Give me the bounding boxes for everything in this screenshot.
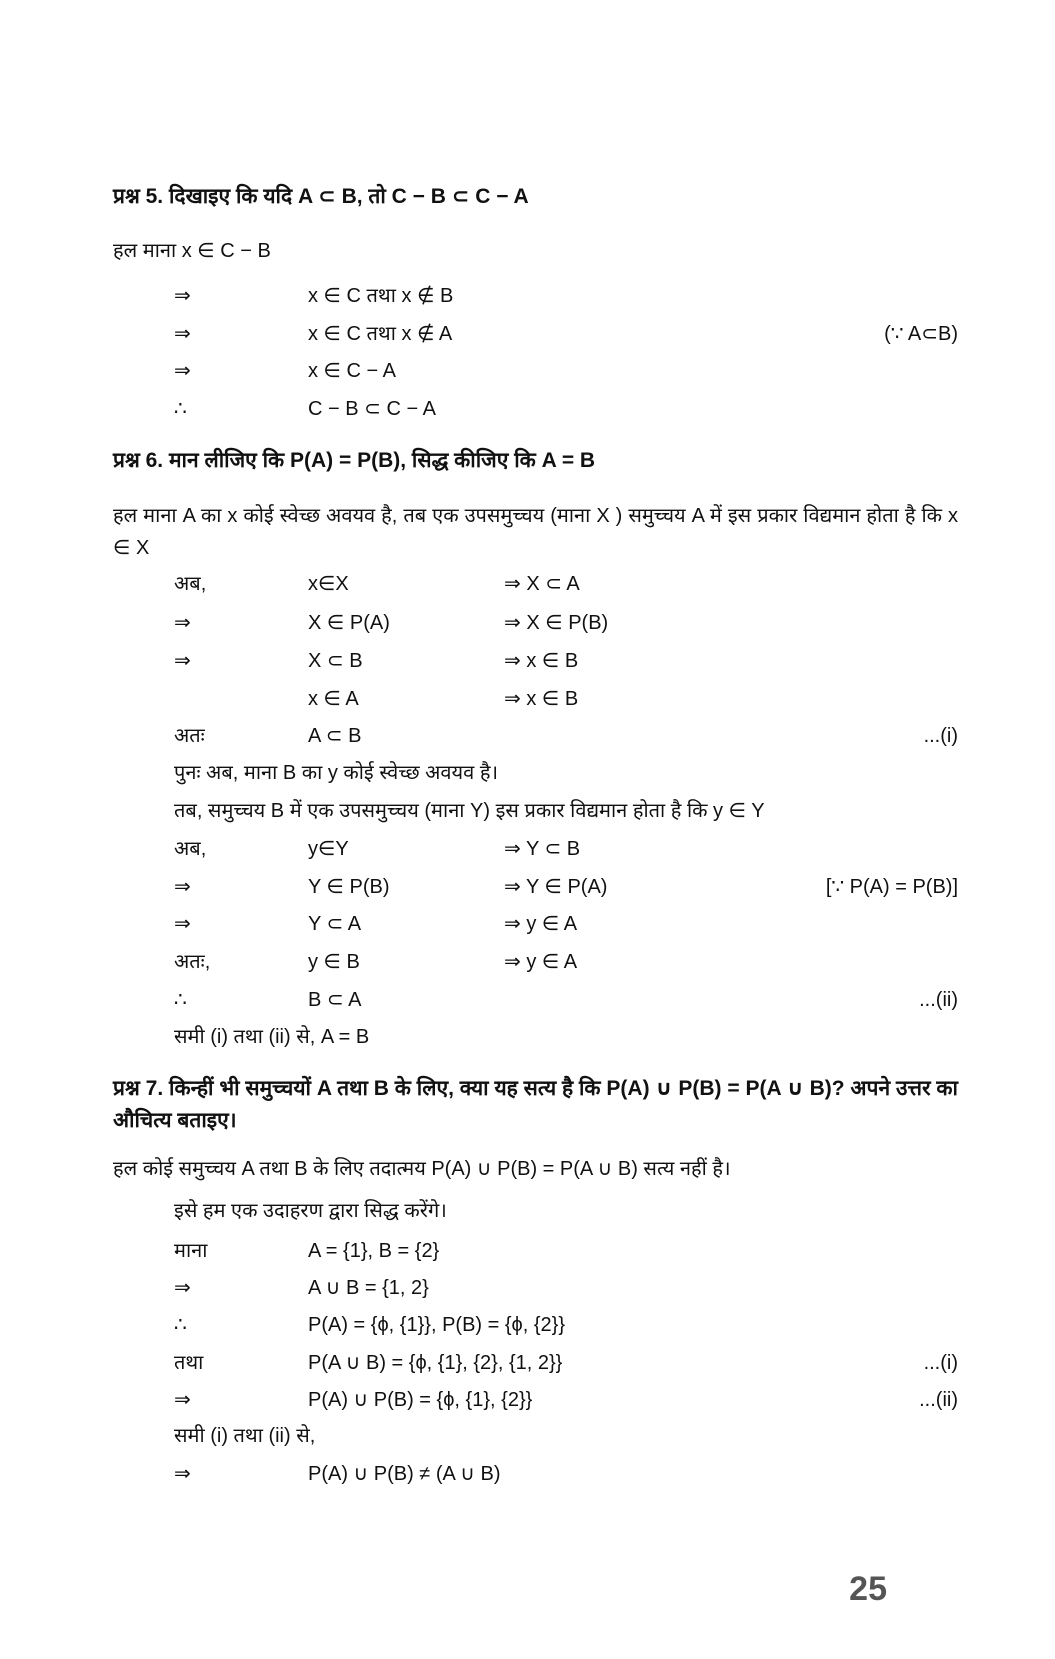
step-symbol: ⇒: [174, 612, 191, 634]
step-expression: C − B ⊂ C − A: [308, 398, 436, 420]
step-expression: P(A) ∪ P(B) ≠ (A ∪ B): [308, 1463, 501, 1485]
step-symbol: अतः,: [174, 951, 211, 973]
step-implication: ⇒ Y ⊂ B: [504, 838, 581, 860]
text-line: [0, 796, 1055, 826]
derivation-step: [0, 1385, 1055, 1415]
derivation-step: [0, 569, 1055, 599]
step-symbol: ⇒: [174, 323, 191, 345]
step-implication: ⇒ X ∈ P(B): [504, 612, 609, 634]
step-expression: A = {1}, B = {2}: [308, 1240, 440, 1262]
text-line: [0, 446, 1055, 476]
question-6-title: प्रश्न 6. मान लीजिए कि P(A) = P(B), सिद्ध कीजिए कि A = B: [113, 449, 596, 472]
step-note: ...(i): [923, 725, 958, 747]
derivation-step: [0, 834, 1055, 864]
step-note: ...(i): [923, 1352, 958, 1374]
step-symbol: ∴: [174, 1314, 187, 1336]
step-implication: ⇒ x ∈ B: [504, 688, 579, 710]
step-symbol: अब,: [174, 573, 207, 595]
solution-heading: हल कोई समुच्चय A तथा B के लिए तदात्मय P(A) ∪ P(B) = P(A ∪ B) सत्य नहीं है।: [113, 1158, 731, 1180]
step-expression: P(A) = {ϕ, {1}}, P(B) = {ϕ, {2}}: [308, 1314, 566, 1336]
conclusion-text: समी (i) तथा (ii) से, A = B: [174, 1026, 370, 1048]
derivation-step: [0, 1273, 1055, 1303]
step-implication: ⇒ y ∈ A: [504, 913, 578, 935]
step-expression: x ∈ C − A: [308, 360, 397, 382]
derivation-step: [0, 394, 1055, 424]
derivation-step: [0, 281, 1055, 311]
step-symbol: ⇒: [174, 913, 191, 935]
step-expression: x ∈ A: [308, 688, 359, 710]
derivation-step: [0, 909, 1055, 939]
step-symbol: तथा: [174, 1352, 204, 1374]
text-line: [0, 1154, 1055, 1184]
step-expression: X ⊂ B: [308, 650, 363, 672]
step-expression: x∈X: [308, 573, 349, 595]
derivation-step: [0, 1459, 1055, 1489]
text-line: [0, 1421, 1055, 1451]
derivation-step: [0, 1348, 1055, 1378]
text-line: [0, 758, 1055, 788]
step-note: ...(ii): [919, 989, 958, 1011]
step-implication: ⇒ Y ∈ P(A): [504, 876, 608, 898]
page-number: 25: [849, 1570, 887, 1608]
step-expression: P(A ∪ B) = {ϕ, {1}, {2}, {1, 2}}: [308, 1352, 563, 1374]
step-symbol: माना: [174, 1240, 208, 1262]
derivation-step: [0, 872, 1055, 902]
body-text: पुनः अब, माना B का y कोई स्वेच्छ अवयव है।: [174, 762, 499, 784]
step-expression: X ∈ P(A): [308, 612, 390, 634]
derivation-step: [0, 608, 1055, 638]
step-symbol: ⇒: [174, 1463, 191, 1485]
derivation-step: [0, 721, 1055, 751]
step-expression: P(A) ∪ P(B) = {ϕ, {1}, {2}}: [308, 1389, 533, 1411]
derivation-step: [0, 1236, 1055, 1266]
derivation-step: [0, 356, 1055, 386]
step-symbol: ⇒: [174, 876, 191, 898]
derivation-step: [0, 1310, 1055, 1340]
derivation-step: [0, 646, 1055, 676]
body-text: समी (i) तथा (ii) से,: [174, 1425, 316, 1447]
step-symbol: ⇒: [174, 360, 191, 382]
text-line: [0, 1022, 1055, 1052]
step-note: ...(ii): [919, 1389, 958, 1411]
step-symbol: अतः: [174, 725, 205, 747]
step-symbol: अब,: [174, 838, 207, 860]
derivation-step: [0, 319, 1055, 349]
question-7-title: प्रश्न 7. किन्हीं भी समुच्चयों A तथा B के लिए, क्या यह सत्य है कि P(A) ∪ P(B) = P(A ∪ B)? अपने उत्तर का औचित्य बताइए।: [113, 1077, 958, 1132]
step-expression: y∈Y: [308, 838, 349, 860]
step-symbol: ⇒: [174, 650, 191, 672]
solution-paragraph: हल माना A का x कोई स्वेच्छ अवयव है, तब एक उपसमुच्चय (माना X ) समुच्चय A में इस प्रकार विद्यमान होता है कि x ∈ X: [113, 505, 958, 559]
derivation-step: [0, 684, 1055, 714]
text-line: [0, 236, 1055, 266]
step-symbol: ∴: [174, 989, 187, 1011]
step-expression: y ∈ B: [308, 951, 360, 973]
text-line: [0, 182, 1055, 212]
solution-heading: हल माना x ∈ C − B: [113, 240, 271, 262]
step-note: (∵ A⊂B): [884, 323, 958, 345]
body-text: तब, समुच्चय B में एक उपसमुच्चय (माना Y) इस प्रकार विद्यमान होता है कि y ∈ Y: [174, 800, 765, 822]
step-expression: x ∈ C तथा x ∉ A: [308, 323, 453, 345]
step-implication: ⇒ X ⊂ A: [504, 573, 580, 595]
step-implication: ⇒ x ∈ B: [504, 650, 579, 672]
step-expression: x ∈ C तथा x ∉ B: [308, 285, 454, 307]
question-5-title: प्रश्न 5. दिखाइए कि यदि A ⊂ B, तो C − B ⊂ C − A: [113, 185, 529, 208]
step-expression: Y ∈ P(B): [308, 876, 390, 898]
body-text: इसे हम एक उदाहरण द्वारा सिद्ध करेंगे।: [174, 1200, 447, 1222]
step-expression: A ⊂ B: [308, 725, 362, 747]
text-line: [0, 1196, 1055, 1226]
step-implication: ⇒ y ∈ A: [504, 951, 578, 973]
step-symbol: ⇒: [174, 285, 191, 307]
derivation-step: [0, 947, 1055, 977]
derivation-step: [0, 985, 1055, 1015]
step-symbol: ⇒: [174, 1277, 191, 1299]
step-expression: A ∪ B = {1, 2}: [308, 1277, 429, 1299]
step-symbol: ∴: [174, 398, 187, 420]
step-expression: Y ⊂ A: [308, 913, 362, 935]
step-expression: B ⊂ A: [308, 989, 362, 1011]
step-note: [∵ P(A) = P(B)]: [825, 876, 958, 898]
step-symbol: ⇒: [174, 1389, 191, 1411]
